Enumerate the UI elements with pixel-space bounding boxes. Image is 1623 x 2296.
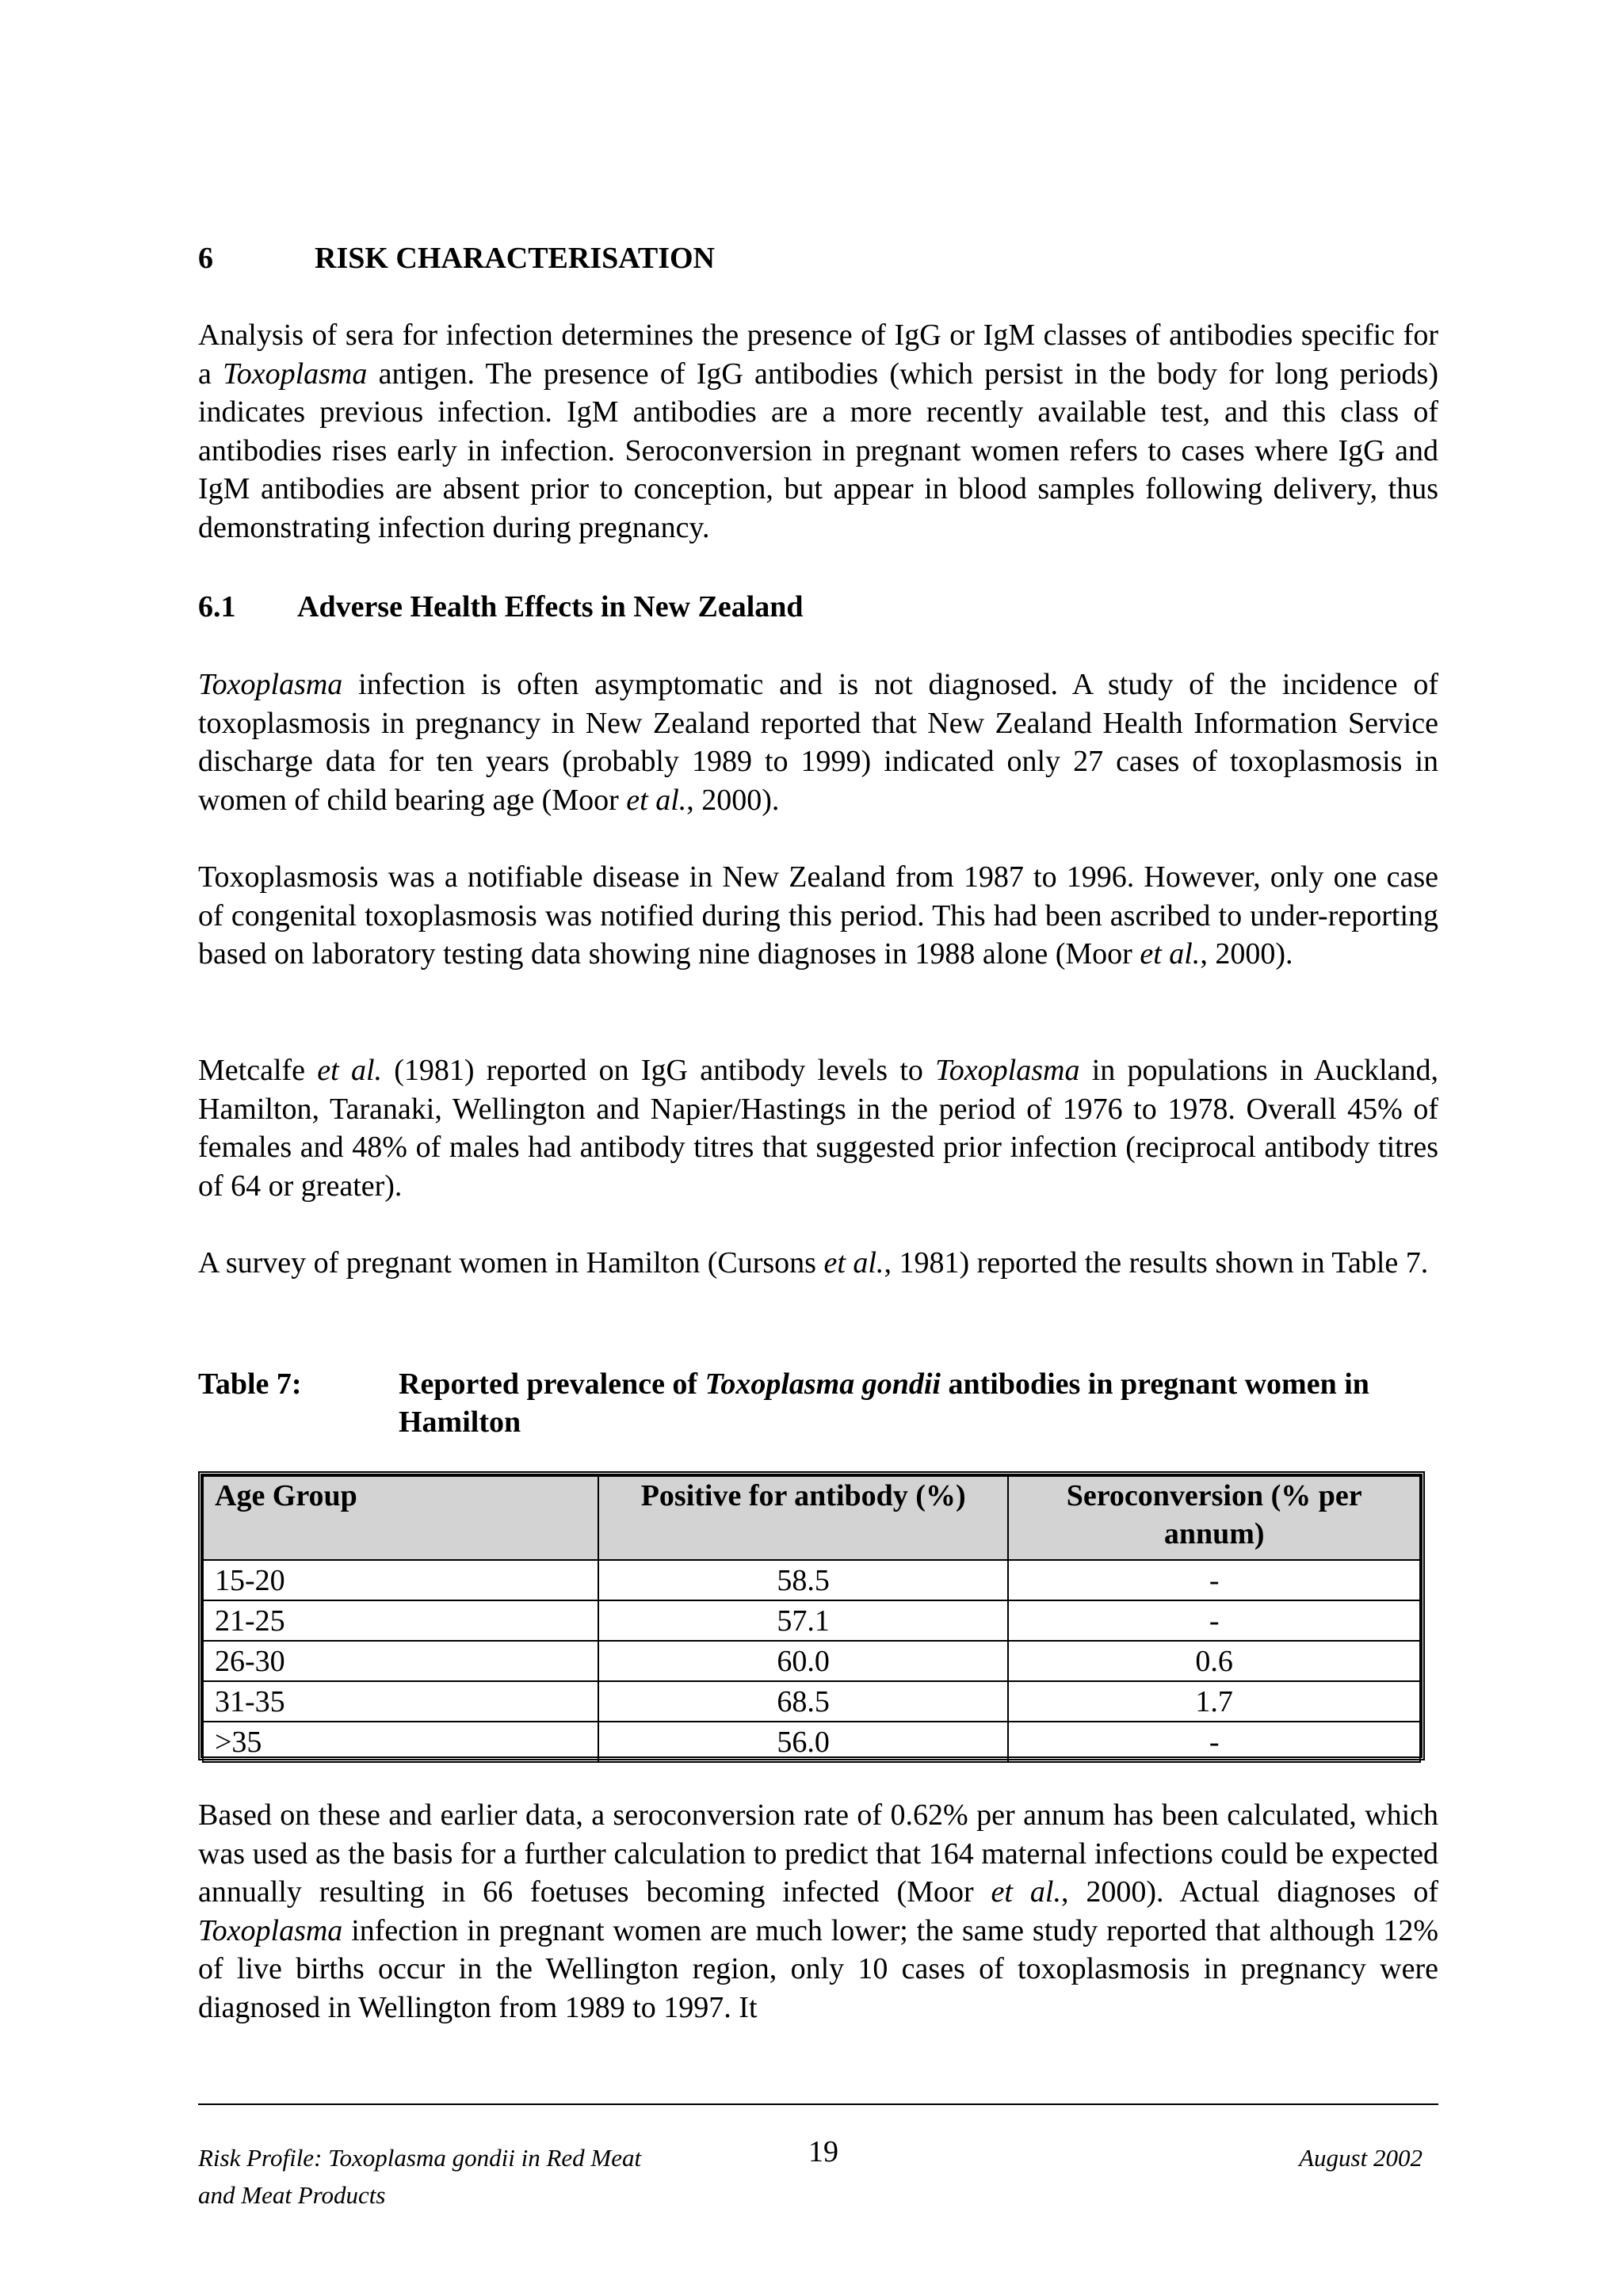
caption-italic: Toxoplasma gondii	[705, 1367, 941, 1401]
cell-seroconversion: -	[1008, 1560, 1420, 1600]
cell-age: >35	[203, 1722, 598, 1762]
footer-date: August 2002	[1299, 2144, 1423, 2172]
subsection-heading	[198, 588, 804, 626]
footer-divider	[198, 2103, 1438, 2105]
para-c-text-1: Metcalfe	[198, 1054, 318, 1087]
para-a-text-1: infection is often asymptomatic and is not diagnosed. A study of the incidence of toxoplasmosis in pregnancy in New Zealand reported that New Zealand Health Information Service discharge data for ten years (probably 1989 to 1999) indicated only 27 cases of toxoplasmosis in women of child bearing age (Moor	[198, 668, 1438, 817]
para-a-italic-2: et al.	[626, 783, 687, 817]
table-row	[203, 1722, 1420, 1762]
para-e-text-2: , 2000). Actual diagnoses of	[1060, 1875, 1438, 1909]
cell-positive: 68.5	[598, 1681, 1008, 1722]
subsection-number: 6.1	[198, 590, 236, 624]
table-caption-text	[399, 1365, 1438, 1441]
prevalence-table	[198, 1471, 1425, 1760]
para-b-text-2: , 2000).	[1200, 937, 1293, 971]
para-c-italic-2: Toxoplasma	[935, 1054, 1080, 1087]
section-heading	[198, 239, 715, 277]
table-caption	[198, 1365, 1438, 1444]
cell-age: 26-30	[203, 1641, 598, 1681]
para-c-italic-1: et al.	[317, 1054, 383, 1087]
table-row	[203, 1560, 1420, 1600]
table-row	[203, 1641, 1420, 1681]
header-seroconversion: Seroconversion (% per annum)	[1008, 1476, 1420, 1560]
para-e-italic-1: et al.	[991, 1875, 1061, 1909]
para-c-text-2: (1981) reported on IgG antibody levels to	[382, 1054, 936, 1087]
cell-positive: 60.0	[598, 1641, 1008, 1681]
subsection-title: Adverse Health Effects in New Zealand	[297, 590, 804, 624]
section-title: RISK CHARACTERISATION	[315, 242, 716, 275]
intro-text-1: Analysis of sera for infection determines the presence of IgG or IgM classes of antibodies specific for a	[198, 318, 1438, 391]
table-header-row	[203, 1476, 1420, 1560]
section-number: 6	[198, 242, 213, 275]
paragraph-survey	[198, 1244, 1438, 1283]
para-a-text-2: , 2000).	[686, 783, 780, 817]
para-e-text-1: Based on these and earlier data, a seroconversion rate of 0.62% per annum has been calculated, which was used as the basis for a further calculation to predict that 164 maternal infections could be expected annually resulting in 66 foetuses becoming infected (Moor	[198, 1798, 1438, 1909]
cell-positive: 58.5	[598, 1560, 1008, 1600]
paragraph-incidence	[198, 666, 1438, 819]
header-positive: Positive for antibody (%)	[598, 1476, 1008, 1560]
cell-positive: 56.0	[598, 1722, 1008, 1762]
para-d-text-1: A survey of pregnant women in Hamilton (Cursons	[198, 1246, 824, 1280]
para-e-italic-2: Toxoplasma	[198, 1913, 343, 1947]
footer-document-title	[198, 2139, 753, 2214]
cell-age: 15-20	[203, 1560, 598, 1600]
para-d-italic-1: et al.	[823, 1246, 884, 1280]
cell-seroconversion: -	[1008, 1722, 1420, 1762]
table-row	[203, 1600, 1420, 1641]
page-number: 19	[808, 2135, 838, 2168]
cell-seroconversion: 1.7	[1008, 1681, 1420, 1722]
para-c-text-3: in populations in Auckland, Hamilton, Taranaki, Wellington and Napier/Hastings in the period of 1976 to 1978. Overall 45% of females and 48% of males had antibody titres that suggested prior infection (reciprocal antibody titres of 64 or greater).	[198, 1054, 1439, 1203]
para-e-text-3: infection in pregnant women are much lower; the same study reported that although 12% of live births occur in the Wellington region, only 10 cases of toxoplasmosis in pregnancy were diagnosed in Wellington from 1989 to 1997. It	[198, 1913, 1438, 2024]
cell-age: 21-25	[203, 1600, 598, 1641]
intro-paragraph	[198, 316, 1438, 547]
paragraph-metcalfe	[198, 1051, 1438, 1205]
intro-text-2: antigen. The presence of IgG antibodies (which persist in the body for long periods) indicates previous infection. IgM antibodies are a more recently available test, and this class of antibodies rises early in infection. Seroconversion in pregnant women refers to cases where IgG and IgM antibodies are absent prior to conception, but appear in blood samples following delivery, thus demonstrating infection during pregnancy.	[198, 357, 1438, 544]
paragraph-notifiable	[198, 858, 1438, 974]
cell-seroconversion: 0.6	[1008, 1641, 1420, 1681]
header-age-group: Age Group	[203, 1476, 598, 1560]
table-row	[203, 1681, 1420, 1722]
footer-title-line-2: and Meat Products	[198, 2181, 386, 2209]
cell-seroconversion: -	[1008, 1600, 1420, 1641]
para-d-text-2: , 1981) reported the results shown in Table 7.	[884, 1246, 1429, 1280]
para-b-text-1: Toxoplasmosis was a notifiable disease in New Zealand from 1987 to 1996. However, only one case of congenital toxoplasmosis was notified during this period. This had been ascribed to under-reporting based on laboratory testing data showing nine diagnoses in 1988 alone (Moor	[198, 860, 1438, 971]
para-b-italic-1: et al.	[1140, 937, 1201, 971]
cell-positive: 57.1	[598, 1600, 1008, 1641]
paragraph-seroconversion-rate	[198, 1796, 1438, 2027]
para-a-italic-1: Toxoplasma	[198, 668, 343, 701]
cell-age: 31-35	[203, 1681, 598, 1722]
footer-title-line-1: Risk Profile: Toxoplasma gondii in Red Meat	[198, 2144, 642, 2172]
intro-italic: Toxoplasma	[223, 357, 368, 391]
table-caption-label: Table 7:	[198, 1367, 302, 1401]
caption-text-1: Reported prevalence of	[399, 1367, 705, 1401]
caption-text-2: antibodies in pregnant women in Hamilton	[399, 1367, 1369, 1439]
